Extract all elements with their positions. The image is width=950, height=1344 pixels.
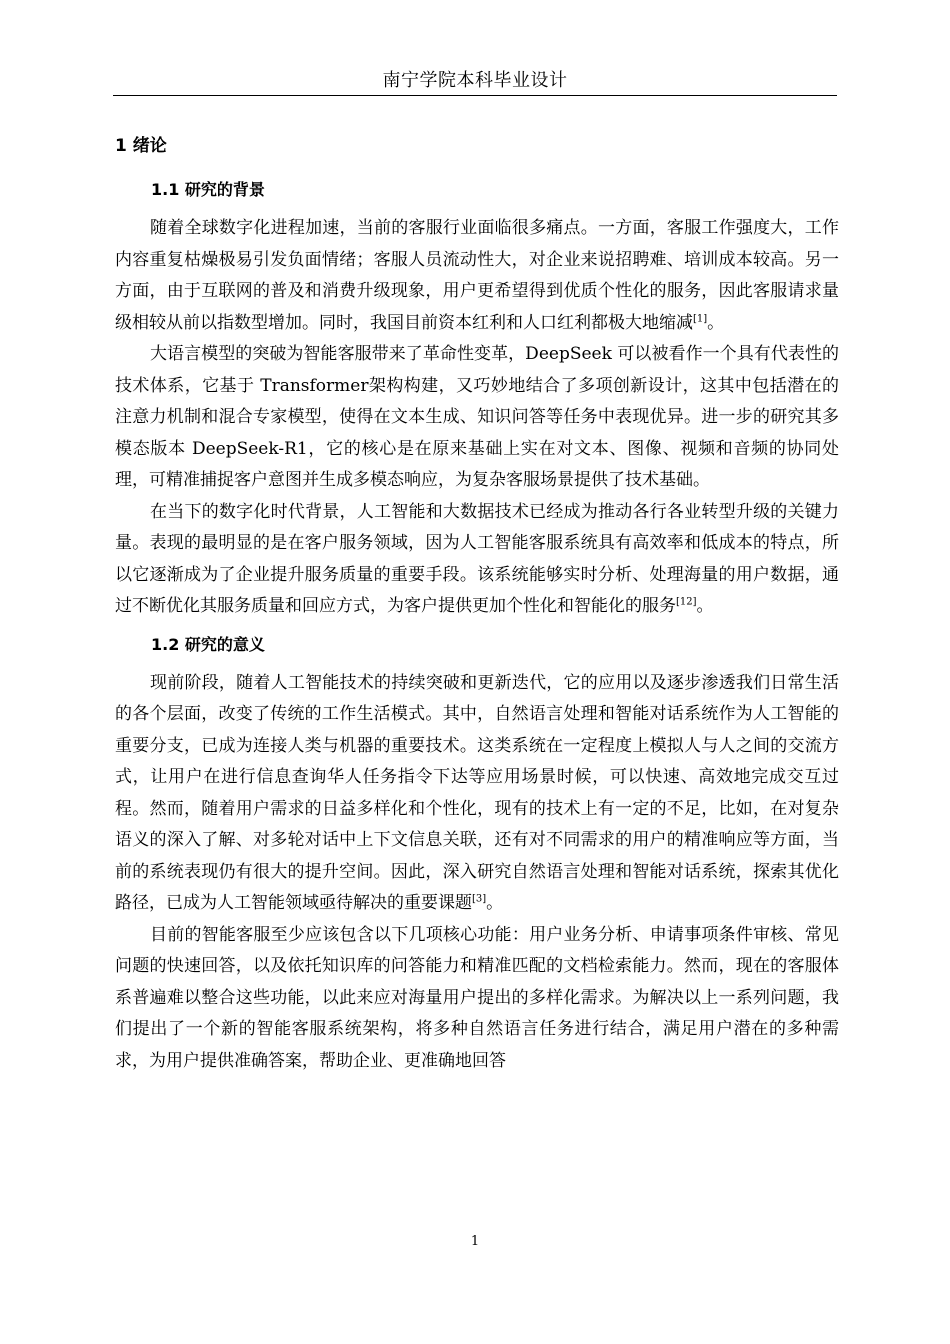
running-header: 南宁学院本科毕业设计 [382,70,568,91]
paragraph: 在当下的数字化时代背景，人工智能和大数据技术已经成为推动各行各业转型升级的关键力量。表现的最明显的是在客户服务领域，因为人工智能客服系统具有高效率和低成本的特点，所以它逐渐成为了企业提升服务质量的重要手段。该系统能够实时分析、处理海量的用户数据，通过不断优化其服务质量和回应方式，为客户提供更加个性化和智能化的服务[12]。 [115,501,839,616]
page-number: 1 [470,1234,480,1249]
paragraph: 大语言模型的突破为智能客服带来了革命性变革，DeepSeek 可以被看作一个具有代表性的技术体系，它基于 Transformer架构构建，又巧妙地结合了多项创新设计，这其中包括潜在的注意力机制和混合专家模型，使得在文本生成、知识问答等任务中表现优异。进一步的研究其多模态版本 DeepSeek-R1，它的核心是在原来基础上实在对文本、图像、视频和音频的协同处理，可精准捕捉客户意图并生成多模态响应，为复杂客服场景提供了技术基础。 [115,344,839,490]
citation: [1] [693,312,708,324]
citation: [12] [676,596,697,608]
section-heading-background: 1.1 研究的背景 [151,180,265,199]
section-heading-significance: 1.2 研究的意义 [151,634,265,654]
page-body [115,126,839,1077]
chapter-heading: 1 绪论 [115,136,167,156]
paragraph: 目前的智能客服至少应该包含以下几项核心功能：用户业务分析、申请事项条件审核、常见问题的快速回答，以及依托知识库的问答能力和精准匹配的文档检索能力。然而，现在的客服体系普遍难以整合这些功能，以此来应对海量用户提出的多样化需求。为解决以上一系列问题，我们提出了一个新的智能客服系统架构，将多种自然语言任务进行结合，满足用户潜在的多种需求，为用户提供准确答案，帮助企业、更准确地回答 [115,924,839,1071]
paragraph: 随着全球数字化进程加速，当前的客服行业面临很多痛点。一方面，客服工作强度大，工作内容重复枯燥极易引发负面情绪；客服人员流动性大，对企业来说招聘难、培训成本较高。另一方面，由于互联网的普及和消费升级现象，用户更希望得到优质个性化的服务，因此客服请求量级相较从前以指数型增加。同时，我国目前资本红利和人口红利都极大地缩减[1]。 [115,218,839,333]
header-divider [113,95,837,96]
citation: [3] [472,893,487,905]
paragraph: 现前阶段，随着人工智能技术的持续突破和更新迭代，它的应用以及逐步渗透我们日常生活的各个层面，改变了传统的工作生活模式。其中，自然语言处理和智能对话系统作为人工智能的重要分支，已成为连接人类与机器的重要技术。这类系统在一定程度上模拟人与人之间的交流方式，让用户在进行信息查询华人任务指令下达等应用场景时候，可以快速、高效地完成交互过程。然而，随着用户需求的日益多样化和个性化，现有的技术上有一定的不足，比如，在对复杂语义的深入了解、对多轮对话中上下文信息关联，还有对不同需求的用户的精准响应等方面，当前的系统表现仍有很大的提升空间。因此，深入研究自然语言处理和智能对话系统，探索其优化路径，已成为人工智能领域亟待解决的重要课题[3]。 [115,672,839,913]
